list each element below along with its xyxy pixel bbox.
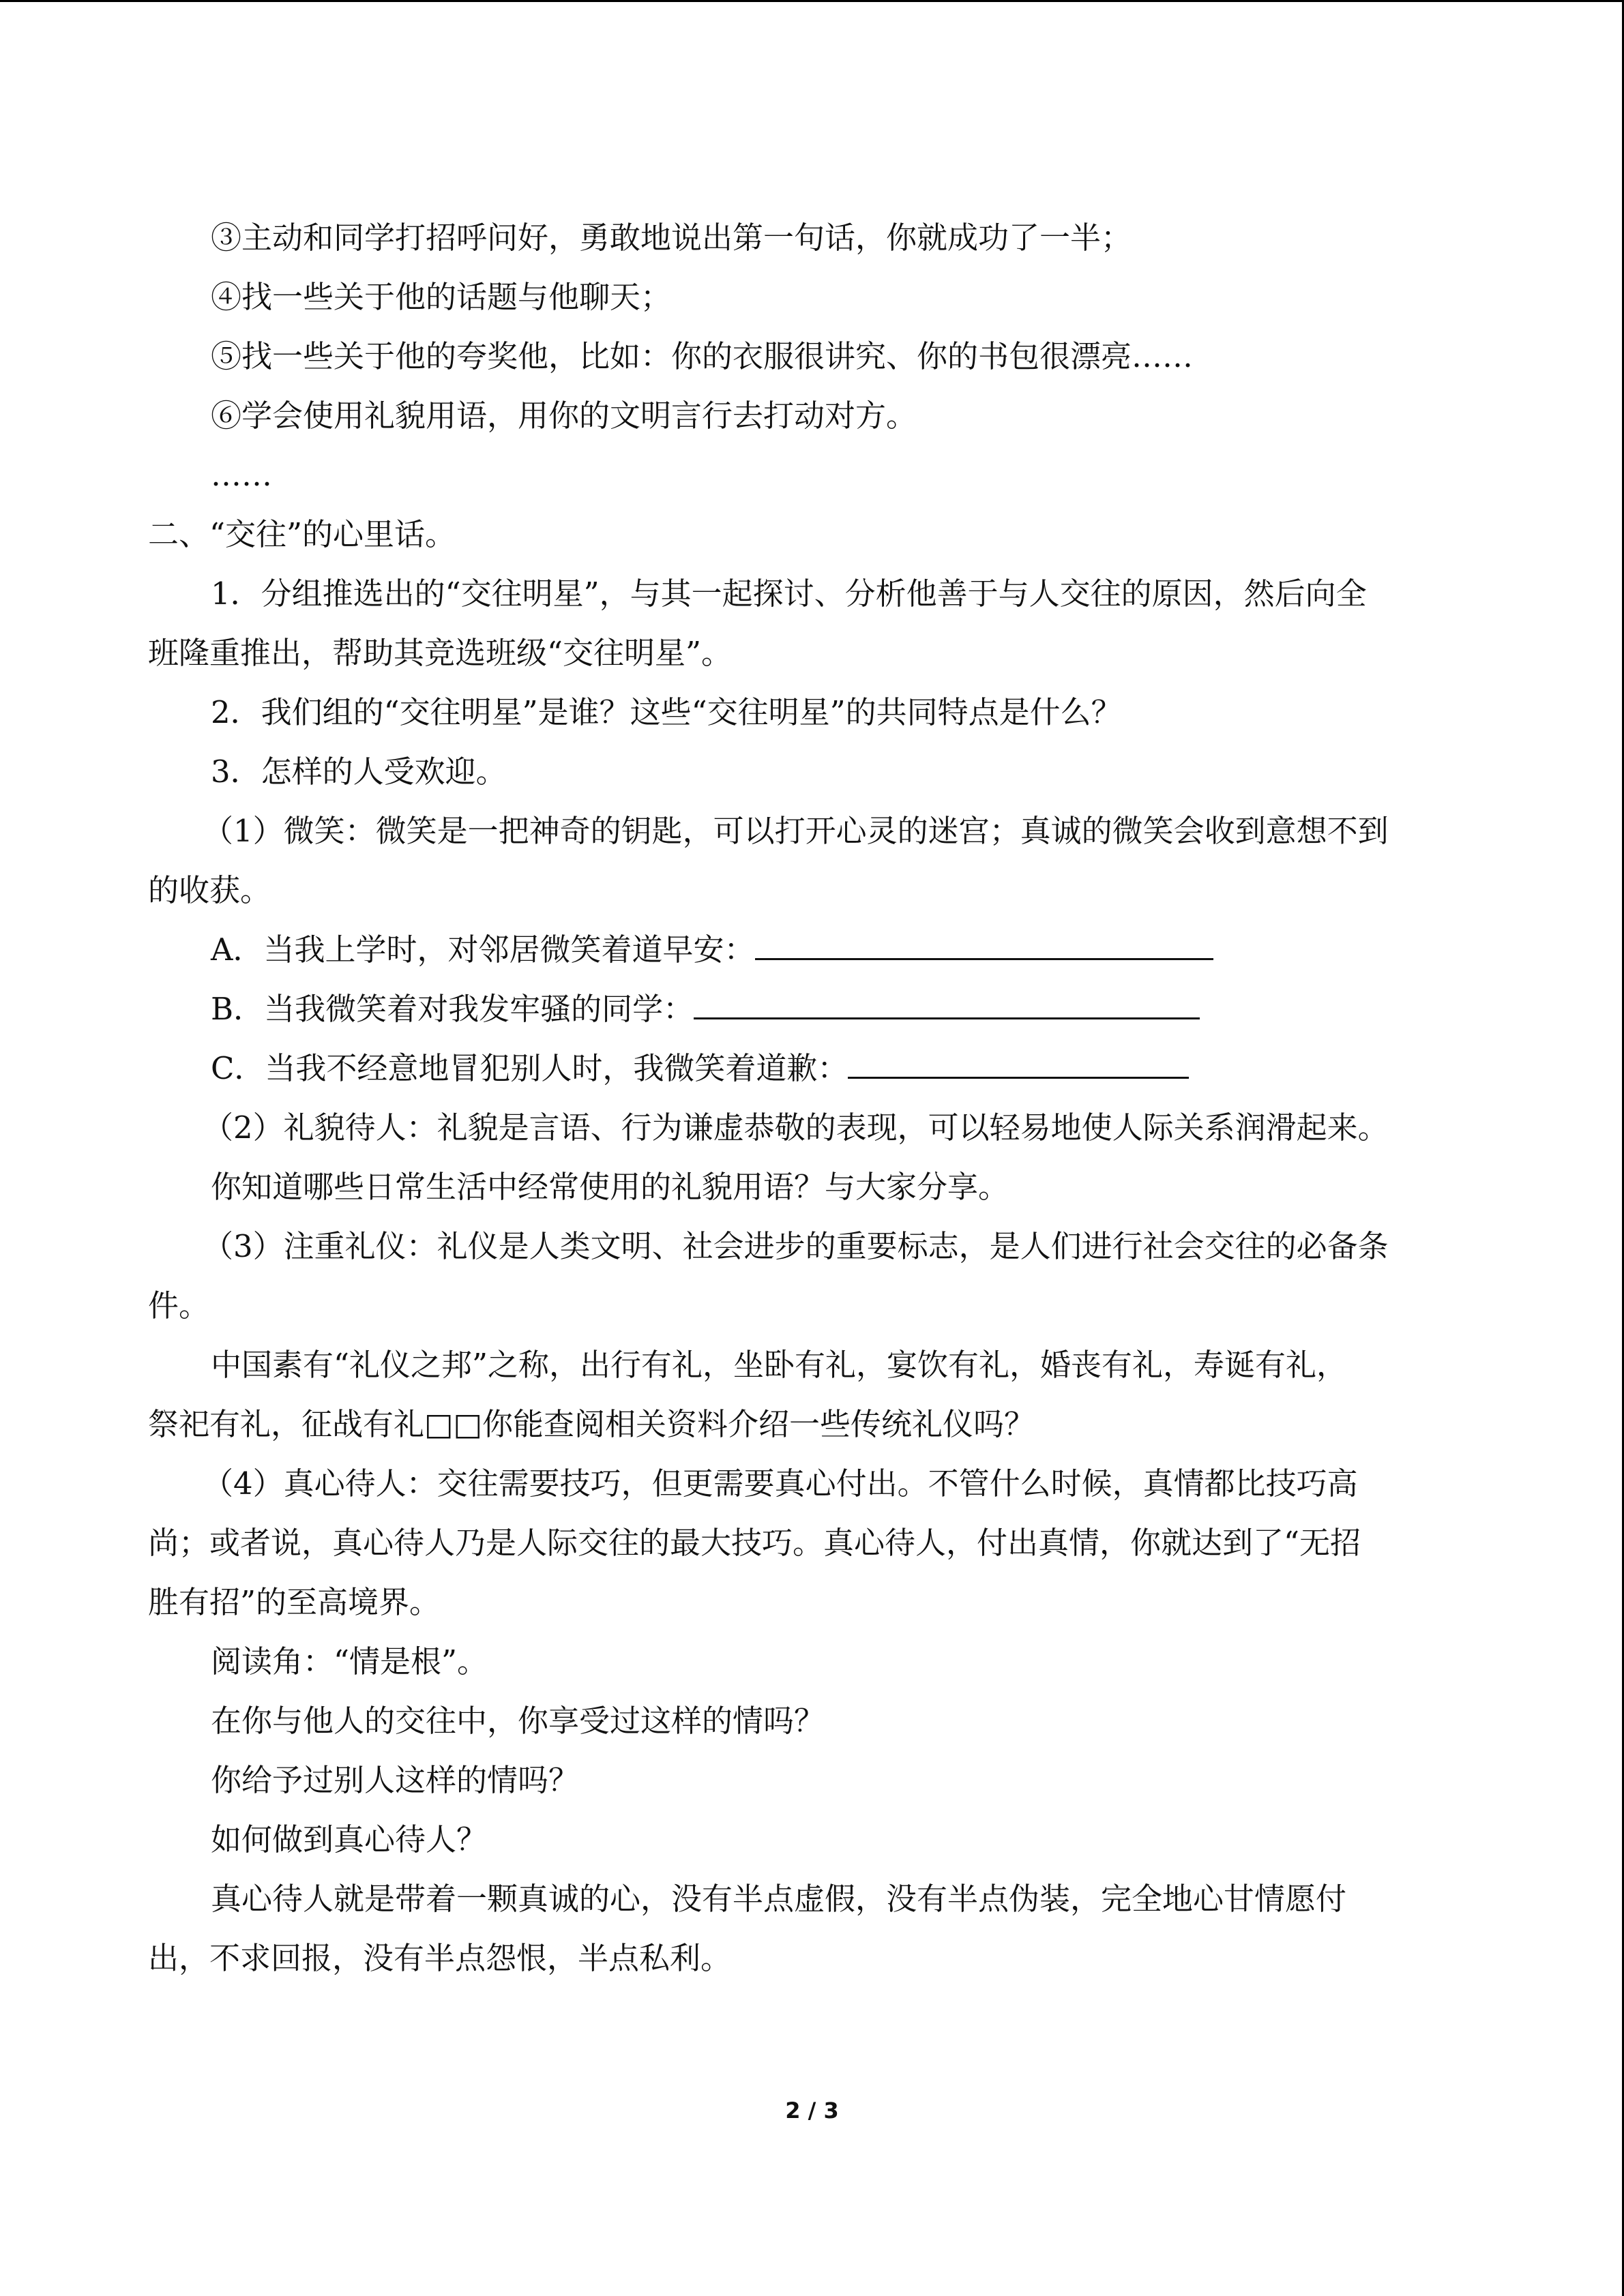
fill-in-prompt: A．当我上学时，对邻居微笑着道早安： xyxy=(211,931,755,968)
paragraph-line: ③主动和同学打招呼问好，勇敢地说出第一句话，你就成功了一半； xyxy=(211,220,1132,256)
paragraph-line: 阅读角：“情是根”。 xyxy=(211,1643,488,1680)
paragraph-line: 中国素有“礼仪之邦”之称，出行有礼，坐卧有礼，宴饮有礼，婚丧有礼，寿诞有礼， xyxy=(211,1347,1348,1383)
paragraph-line: （1）微笑：微笑是一把神奇的钥匙，可以打开心灵的迷宫；真诚的微笑会收到意想不到 xyxy=(203,813,1389,849)
paragraph-line: （3）注重礼仪：礼仪是人类文明、社会进步的重要标志，是人们进行社会交往的必备条 xyxy=(203,1228,1389,1264)
ellipsis-line: …… xyxy=(211,457,272,493)
paragraph-line: ⑥学会使用礼貌用语，用你的文明言行去打动对方。 xyxy=(211,398,917,434)
answer-blank[interactable] xyxy=(848,1044,1189,1079)
answer-blank[interactable] xyxy=(755,925,1213,960)
fill-in-prompt: B．当我微笑着对我发牢骚的同学： xyxy=(211,991,694,1027)
paragraph-line: ⑤找一些关于他的夸奖他，比如：你的衣服很讲究、你的书包很漂亮…… xyxy=(211,338,1194,374)
paragraph-line: 祭祀有礼，征战有礼□□你能查阅相关资料介绍一些传统礼仪吗？ xyxy=(148,1406,1035,1442)
paragraph-line: 在你与他人的交往中，你享受过这样的情吗？ xyxy=(211,1703,825,1739)
paragraph-line: （4）真心待人：交往需要技巧，但更需要真心付出。不管什么时候，真情都比技巧高 xyxy=(203,1465,1358,1502)
paragraph-line: 件。 xyxy=(148,1287,210,1324)
fill-in-item-c xyxy=(148,1039,1471,1098)
paragraph-line: 尚；或者说，真心待人乃是人际交往的最大技巧。真心待人，付出真情，你就达到了“无招 xyxy=(148,1525,1361,1561)
fill-in-item-a xyxy=(148,920,1471,979)
document-body xyxy=(148,208,1471,1988)
page-border-top xyxy=(0,0,1624,2)
paragraph-line: ④找一些关于他的话题与他聊天； xyxy=(211,279,672,315)
paragraph-line: 胜有招”的至高境界。 xyxy=(148,1584,441,1620)
paragraph-line: 班隆重推出，帮助其竞选班级“交往明星”。 xyxy=(148,635,733,671)
fill-in-item-b xyxy=(148,979,1471,1039)
paragraph-line: 你给予过别人这样的情吗？ xyxy=(211,1762,580,1798)
paragraph-line: 你知道哪些日常生活中经常使用的礼貌用语？与大家分享。 xyxy=(211,1169,1009,1205)
answer-blank[interactable] xyxy=(694,985,1200,1019)
paragraph-line: 1．分组推选出的“交往明星”，与其一起探讨、分析他善于与人交往的原因，然后向全 xyxy=(211,576,1367,612)
page-number: 2 / 3 xyxy=(785,2098,839,2123)
paragraph-line: （2）礼貌待人：礼貌是言语、行为谦虚恭敬的表现，可以轻易地使人际关系润滑起来。 xyxy=(203,1109,1389,1146)
paragraph-line: 3．怎样的人受欢迎。 xyxy=(211,754,507,790)
fill-in-prompt: C．当我不经意地冒犯别人时，我微笑着道歉： xyxy=(211,1050,848,1086)
paragraph-line: 的收获。 xyxy=(148,872,271,908)
paragraph-line: 出，不求回报，没有半点怨恨，半点私利。 xyxy=(148,1940,732,1976)
paragraph-line: 2．我们组的“交往明星”是谁？这些“交往明星”的共同特点是什么？ xyxy=(211,694,1122,730)
section-heading: 二、“交往”的心里话。 xyxy=(148,516,456,552)
paragraph-line: 真心待人就是带着一颗真诚的心，没有半点虚假，没有半点伪装，完全地心甘情愿付 xyxy=(211,1881,1347,1917)
paragraph-line: 如何做到真心待人？ xyxy=(211,1821,488,1858)
